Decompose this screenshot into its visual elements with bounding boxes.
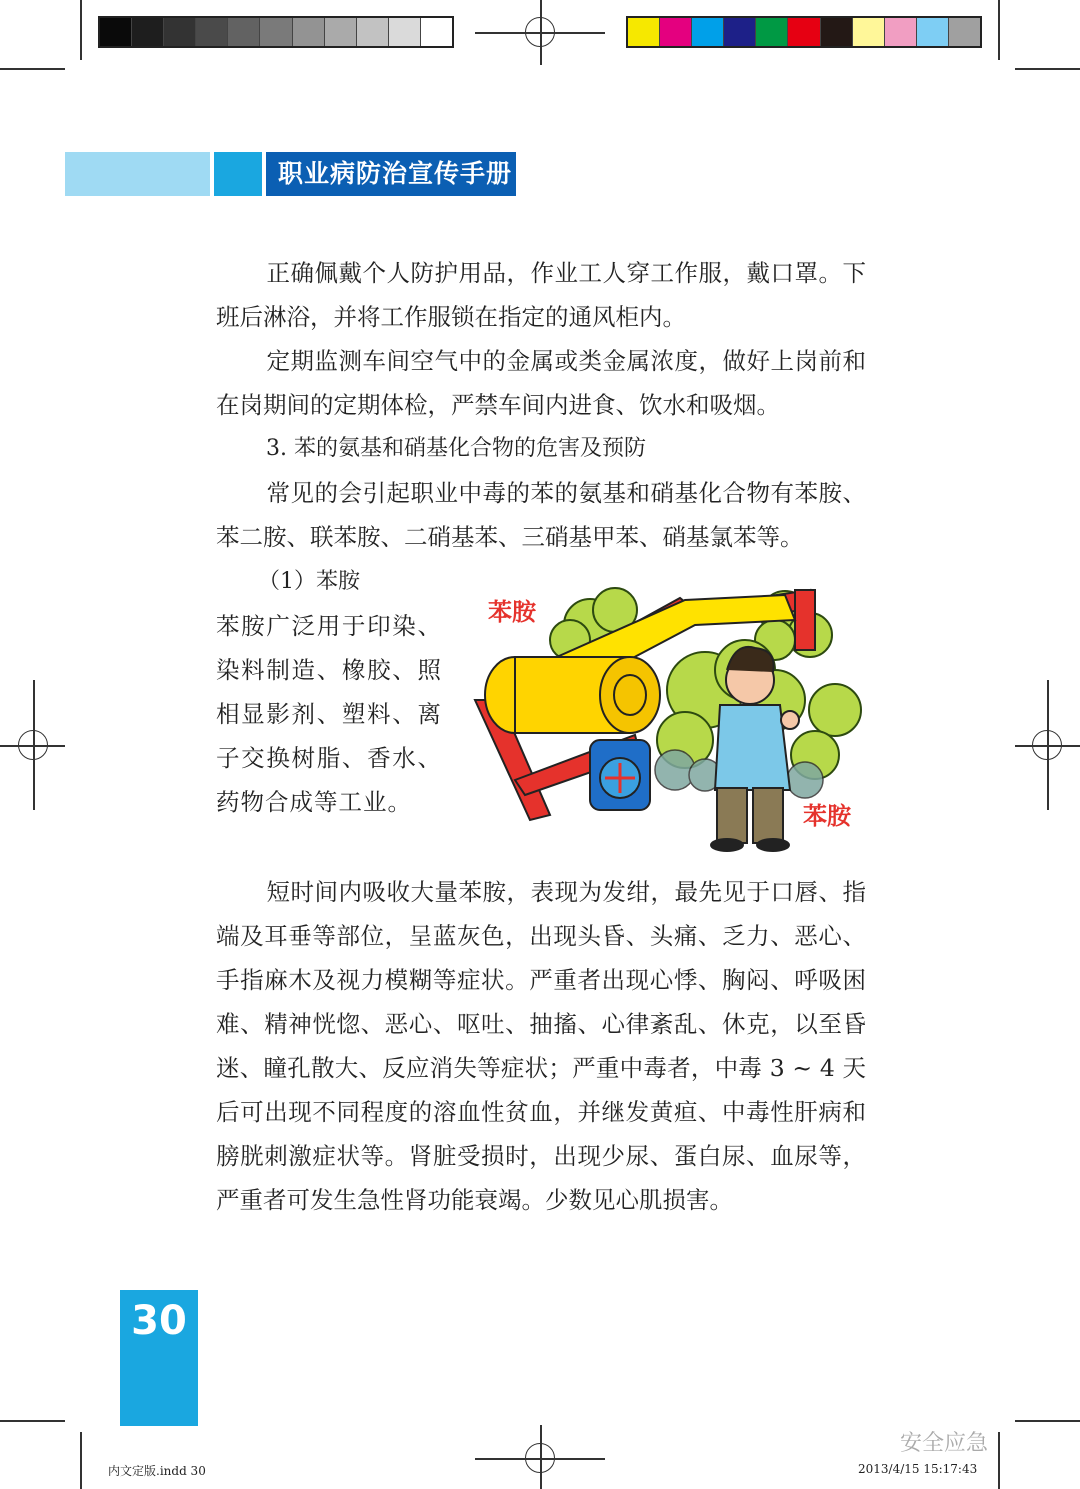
color-swatch <box>756 18 788 46</box>
gray-swatch <box>228 18 260 46</box>
crop-mark <box>0 1420 65 1422</box>
gray-swatch <box>421 18 452 46</box>
header-mid-block <box>214 152 262 196</box>
color-bar <box>626 16 982 48</box>
crop-mark <box>998 0 1000 60</box>
color-swatch <box>788 18 820 46</box>
color-swatch <box>628 18 660 46</box>
narrow-paragraph: 苯胺广泛用于印染、染料制造、橡胶、照相显影剂、塑料、离子交换树脂、香水、药物合成等工业。 <box>216 612 442 816</box>
label-aniline-bottom: 苯胺 <box>803 802 851 830</box>
gray-swatch <box>325 18 357 46</box>
paragraph-3: 常见的会引起职业中毒的苯的氨基和硝基化合物有苯胺、苯二胺、联苯胺、二硝基苯、三硝基甲苯、硝基氯苯等。 <box>216 479 866 551</box>
header-light-block <box>65 152 210 196</box>
color-swatch <box>660 18 692 46</box>
aniline-illustration <box>455 580 865 860</box>
crop-mark <box>1015 68 1080 70</box>
watermark-text: 安全应急 <box>900 1431 989 1456</box>
color-swatch <box>917 18 949 46</box>
footer-timestamp: 2013/4/15 15:17:43 <box>858 1462 978 1476</box>
subheading: （1）苯胺 <box>258 569 360 594</box>
grayscale-bar <box>98 16 454 48</box>
color-swatch <box>949 18 980 46</box>
color-swatch <box>853 18 885 46</box>
gray-swatch <box>164 18 196 46</box>
gray-swatch <box>293 18 325 46</box>
paragraph-1: 正确佩戴个人防护用品，作业工人穿工作服，戴口罩。下班后淋浴，并将工作服锁在指定的通风柜内。 <box>216 259 866 331</box>
gray-swatch <box>132 18 164 46</box>
gray-swatch <box>357 18 389 46</box>
footer-file: 内文定版.indd 30 <box>108 1464 206 1478</box>
gray-swatch <box>389 18 421 46</box>
crop-mark <box>1015 1420 1080 1422</box>
color-swatch <box>885 18 917 46</box>
gray-swatch <box>196 18 228 46</box>
label-aniline-top: 苯胺 <box>488 598 536 626</box>
paragraph-2: 定期监测车间空气中的金属或类金属浓度，做好上岗前和在岗期间的定期体检，严禁车间内进食、饮水和吸烟。 <box>216 347 866 419</box>
gray-swatch <box>260 18 292 46</box>
color-swatch <box>821 18 853 46</box>
crop-mark <box>80 1432 82 1489</box>
crop-mark <box>80 0 82 60</box>
color-swatch <box>724 18 756 46</box>
section-heading: 3. 苯的氨基和硝基化合物的危害及预防 <box>266 436 646 461</box>
page-number: 30 <box>120 1290 198 1426</box>
gray-swatch <box>100 18 132 46</box>
crop-mark <box>0 68 65 70</box>
color-swatch <box>692 18 724 46</box>
crop-mark <box>998 1432 1000 1489</box>
header-title: 职业病防治宣传手册 <box>266 152 516 196</box>
paragraph-4: 短时间内吸收大量苯胺，表现为发绀，最先见于口唇、指端及耳垂等部位，呈蓝灰色，出现头昏、头痛、乏力、恶心、手指麻木及视力模糊等症状。严重者出现心悸、胸闷、呼吸困难、精神恍惚、恶心、呕吐、抽搐、心律紊乱、休克，以至昏迷、瞳孔散大、反应消失等症状；严重中毒者，中毒 3 ~ 4 天后可出现不同程度的溶血性贫血，并继发黄疸、中毒性肝病和膀胱刺激症状等。肾脏受损时，出现少尿、蛋白尿、血尿等，严重者可发生急性肾功能衰竭。少数见心肌损害。 <box>216 878 866 1214</box>
